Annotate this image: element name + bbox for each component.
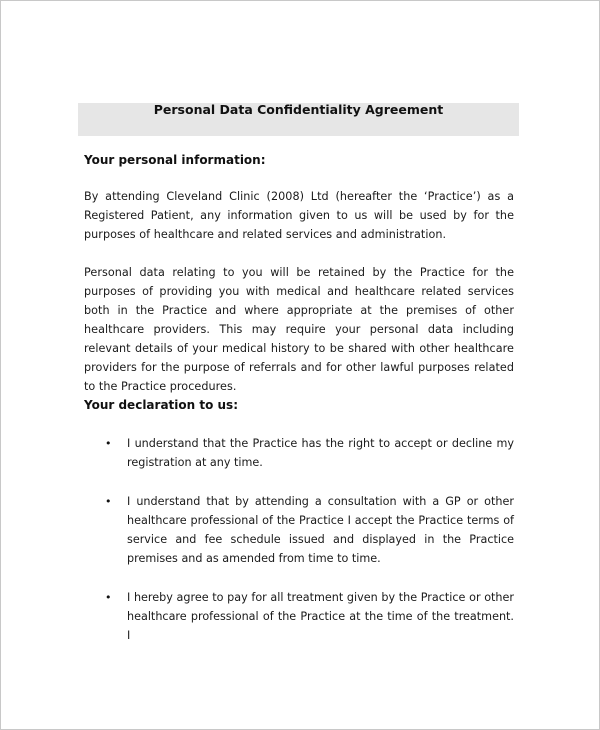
section-heading-personal-information: Your personal information: xyxy=(84,153,266,167)
paragraph-data-retention: Personal data relating to you will be retained by the Practice for the purposes of providing you with medical and healthcare related services both in the Practice and where appropriate at the premises of other healthcare providers. This may require your personal data including relevant details of your medical history to be shared with other healthcare providers for the purpose of referrals and for other lawful purposes related to the Practice procedures. xyxy=(84,266,514,393)
section-heading-declaration: Your declaration to us: xyxy=(84,398,238,412)
declaration-text: I understand that by attending a consultation with a GP or other healthcare professional of the Practice I accept the Practice terms of service and fee schedule issued and displayed in the Practice premises and as amended from time to time. xyxy=(127,495,514,565)
declaration-text: I understand that the Practice has the right to accept or decline my registration at any time. xyxy=(127,437,514,469)
declaration-text: I hereby agree to pay for all treatment given by the Practice or other healthcare professional of the Practice at the time of the treatment. I xyxy=(127,591,514,642)
document-title: Personal Data Confidentiality Agreement xyxy=(153,102,444,117)
bullet-icon: • xyxy=(105,495,112,508)
paragraph-registration: By attending Cleveland Clinic (2008) Ltd (hereafter the ‘Practice’) as a Registered Patient, any information given to us will be used by for the purposes of healthcare and related services and administration. xyxy=(84,190,514,241)
bullet-icon: • xyxy=(105,591,112,604)
bullet-icon: • xyxy=(105,437,112,450)
